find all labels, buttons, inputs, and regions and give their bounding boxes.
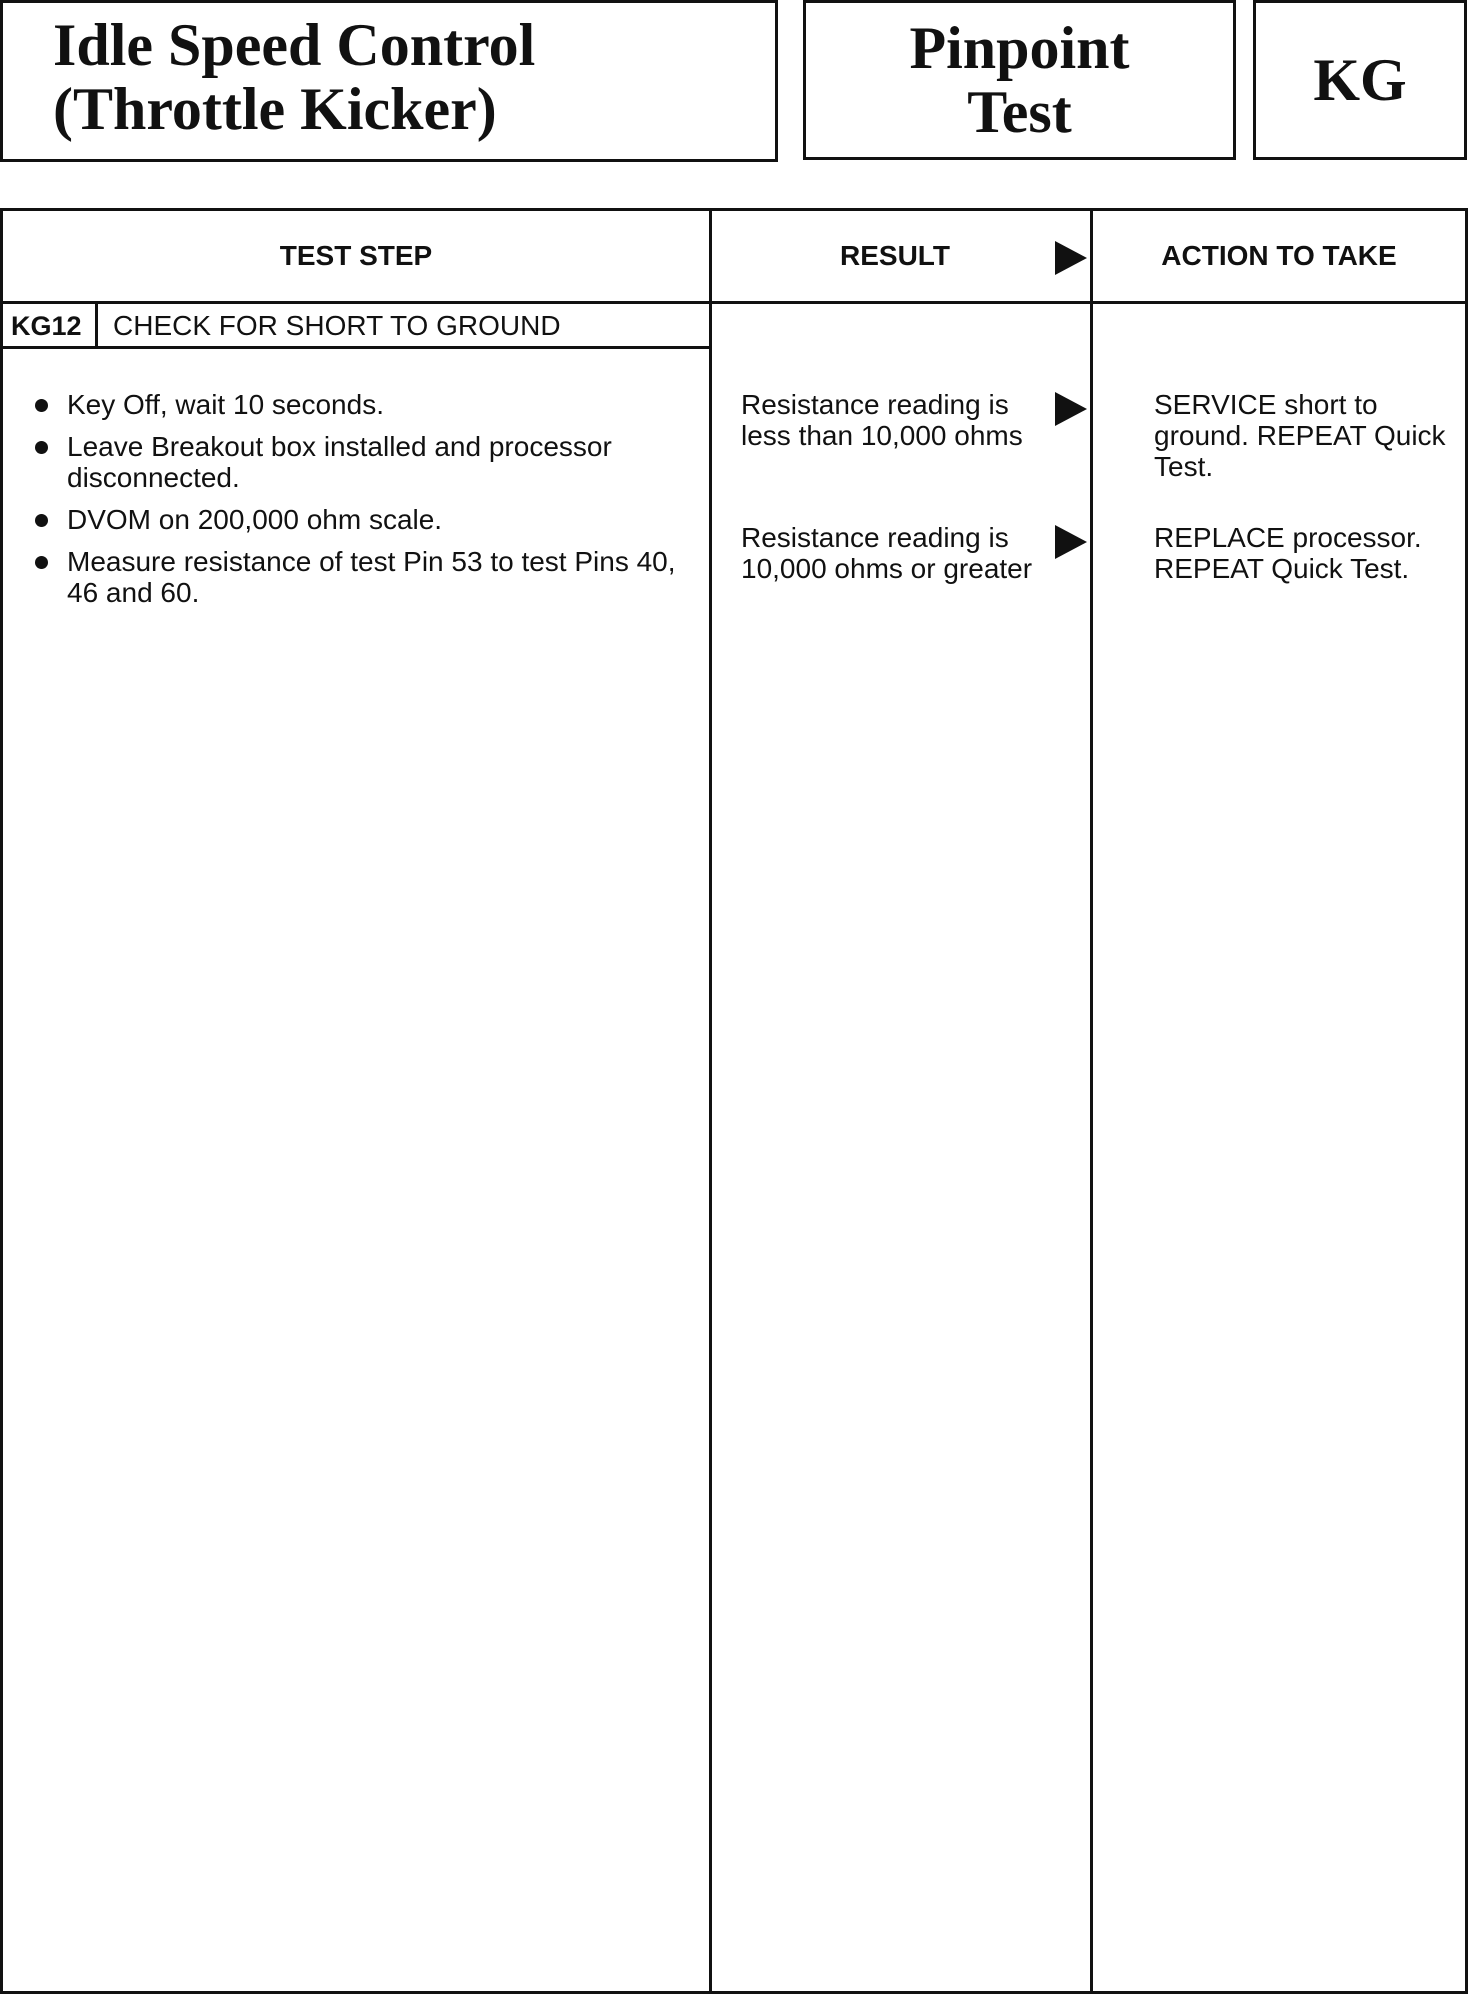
bullet-icon	[35, 556, 48, 569]
action-text-2: REPLACE processor. REPEAT Quick Test.	[1154, 522, 1422, 584]
result-arrow-icon	[1055, 525, 1087, 559]
column-header-test-step: TEST STEP	[279, 240, 433, 271]
test-type-line-2: Test	[967, 79, 1072, 145]
bullet-icon	[35, 441, 48, 454]
list-item: Leave Breakout box installed and processor disconnected.	[33, 431, 703, 493]
test-code: KG	[1313, 46, 1407, 113]
list-item: Measure resistance of test Pin 53 to test Pins 40, 46 and 60.	[33, 546, 703, 608]
pinpoint-table	[0, 208, 1468, 1994]
step-id: KG12	[11, 310, 82, 341]
step-title: CHECK FOR SHORT TO GROUND	[113, 310, 561, 341]
title-line-2: (Throttle Kicker)	[53, 76, 497, 142]
test-step-list	[33, 389, 703, 619]
column-divider	[709, 211, 712, 1991]
test-code-box	[1253, 0, 1467, 160]
result-text-1: Resistance reading is less than 10,000 ohms	[741, 389, 1023, 451]
column-divider	[1090, 211, 1093, 1991]
step-id-divider	[95, 301, 98, 347]
list-item: DVOM on 200,000 ohm scale.	[33, 504, 703, 535]
column-header-action: ACTION TO TAKE	[1161, 240, 1397, 271]
header-arrow-icon	[1055, 241, 1087, 275]
title-line-1: Idle Speed Control	[53, 12, 536, 78]
bullet-icon	[35, 399, 48, 412]
result-text-2: Resistance reading is 10,000 ohms or greater	[741, 522, 1033, 584]
page-title	[53, 13, 535, 141]
bullet-icon	[35, 514, 48, 527]
result-arrow-icon	[1055, 392, 1087, 426]
column-header-result: RESULT	[840, 240, 950, 271]
test-type-line-1: Pinpoint	[909, 15, 1130, 81]
title-box	[0, 0, 778, 162]
test-type-box	[803, 0, 1236, 160]
list-item: Key Off, wait 10 seconds.	[33, 389, 703, 420]
action-text-1: SERVICE short to ground. REPEAT Quick Test.	[1154, 389, 1446, 482]
